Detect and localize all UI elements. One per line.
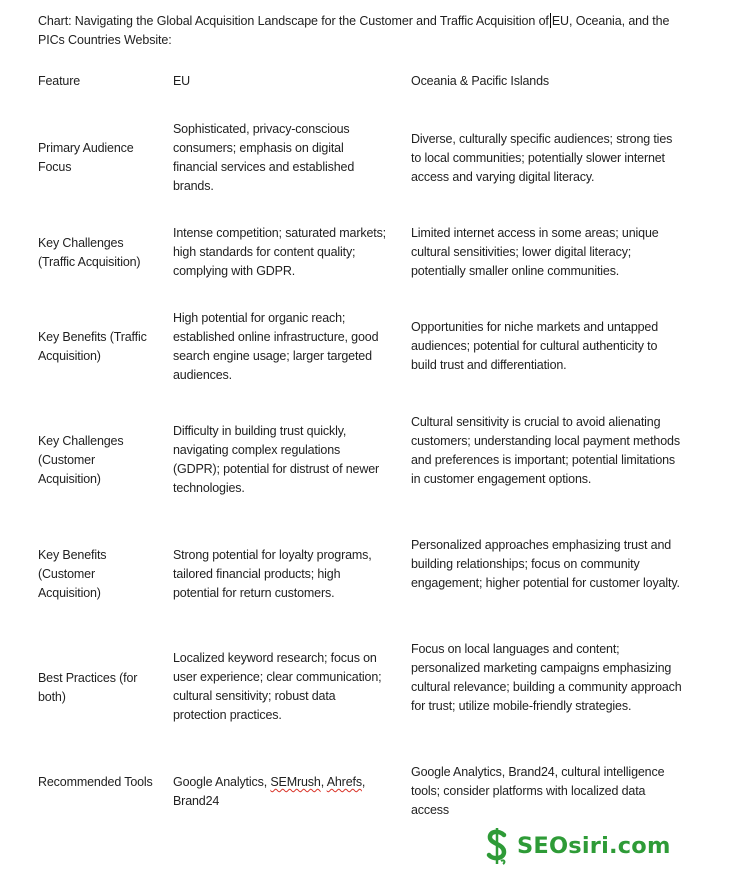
- tool-text: ,: [320, 775, 327, 789]
- table-row-oceania: Cultural sensitivity is crucial to avoid alienating customers; understanding local payment methods and preferences is important; potential limitations in customer engagement options.: [411, 415, 680, 486]
- tool-text: Google Analytics,: [173, 775, 271, 789]
- table-row-feature: Key Benefits (Customer Acquisition): [38, 548, 107, 600]
- title-text-part1: Chart: Navigating the Global Acquisition Landscape for the Customer and Traffic Acquisition of: [38, 14, 549, 28]
- column-header-feature: Feature: [38, 74, 81, 88]
- table-row-eu: High potential for organic reach; established online infrastructure, good search engine usage; larger targeted audiences.: [173, 311, 379, 382]
- table-row-feature: Key Challenges (Customer Acquisition): [38, 434, 124, 486]
- tool-text: , Brand24: [173, 775, 366, 808]
- table-row-oceania: Opportunities for niche markets and untapped audiences; potential for cultural authenticity to build trust and differentiation.: [411, 320, 659, 372]
- table-row-feature: Best Practices (for both): [38, 671, 138, 704]
- chart-title: [38, 12, 678, 50]
- seosiri-logo: [484, 826, 684, 866]
- table-row-feature: Key Benefits (Traffic Acquisition): [38, 330, 147, 363]
- table-row-eu: Difficulty in building trust quickly, navigating complex regulations (GDPR); potential for distrust of newer technologies.: [173, 424, 380, 495]
- table-row-oceania: Google Analytics, Brand24, cultural intelligence tools; consider platforms with localized data access: [411, 765, 665, 817]
- seosiri-s-logo-icon: [484, 826, 510, 866]
- logo-text: SEOsiri.com: [517, 833, 671, 859]
- spellcheck-word: SEMrush: [270, 775, 321, 789]
- spellcheck-word: Ahrefs: [326, 775, 362, 789]
- column-header-oceania: Oceania & Pacific Islands: [411, 74, 549, 88]
- text-cursor: [550, 13, 551, 28]
- table-row-oceania: Focus on local languages and content; personalized marketing campaigns emphasizing cultural relevance; building a community approach for trust; utilize mobile-friendly strategies.: [411, 642, 682, 713]
- table-row-eu: Intense competition; saturated markets; high standards for content quality; complying with GDPR.: [173, 226, 387, 278]
- column-header-eu: EU: [173, 74, 191, 88]
- title-text-part2: EU, Oceania, and the PICs Countries Website:: [38, 14, 670, 47]
- table-row-oceania: Diverse, culturally specific audiences; strong ties to local communities; potentially slower internet access and varying digital literacy.: [411, 132, 673, 184]
- table-row-feature: Primary Audience Focus: [38, 141, 134, 174]
- table-row-feature: Key Challenges (Traffic Acquisition): [38, 236, 141, 269]
- table-row-feature: Recommended Tools: [38, 775, 153, 789]
- table-row-eu: Strong potential for loyalty programs, tailored financial products; high potential for return customers.: [173, 548, 372, 600]
- table-row-oceania: Limited internet access in some areas; unique cultural sensitivities; lower digital literacy; potentially smaller online communities.: [411, 226, 659, 278]
- table-row-oceania: Personalized approaches emphasizing trust and building relationships; focus on community engagement; higher potential for customer loyalty.: [411, 538, 680, 590]
- table-row-eu: Sophisticated, privacy-conscious consumers; emphasis on digital financial services and established brands.: [173, 122, 355, 193]
- table-row-eu: [173, 773, 388, 811]
- table-row-eu: Localized keyword research; focus on user experience; clear communication; cultural sensitivity; robust data protection practices.: [173, 651, 382, 722]
